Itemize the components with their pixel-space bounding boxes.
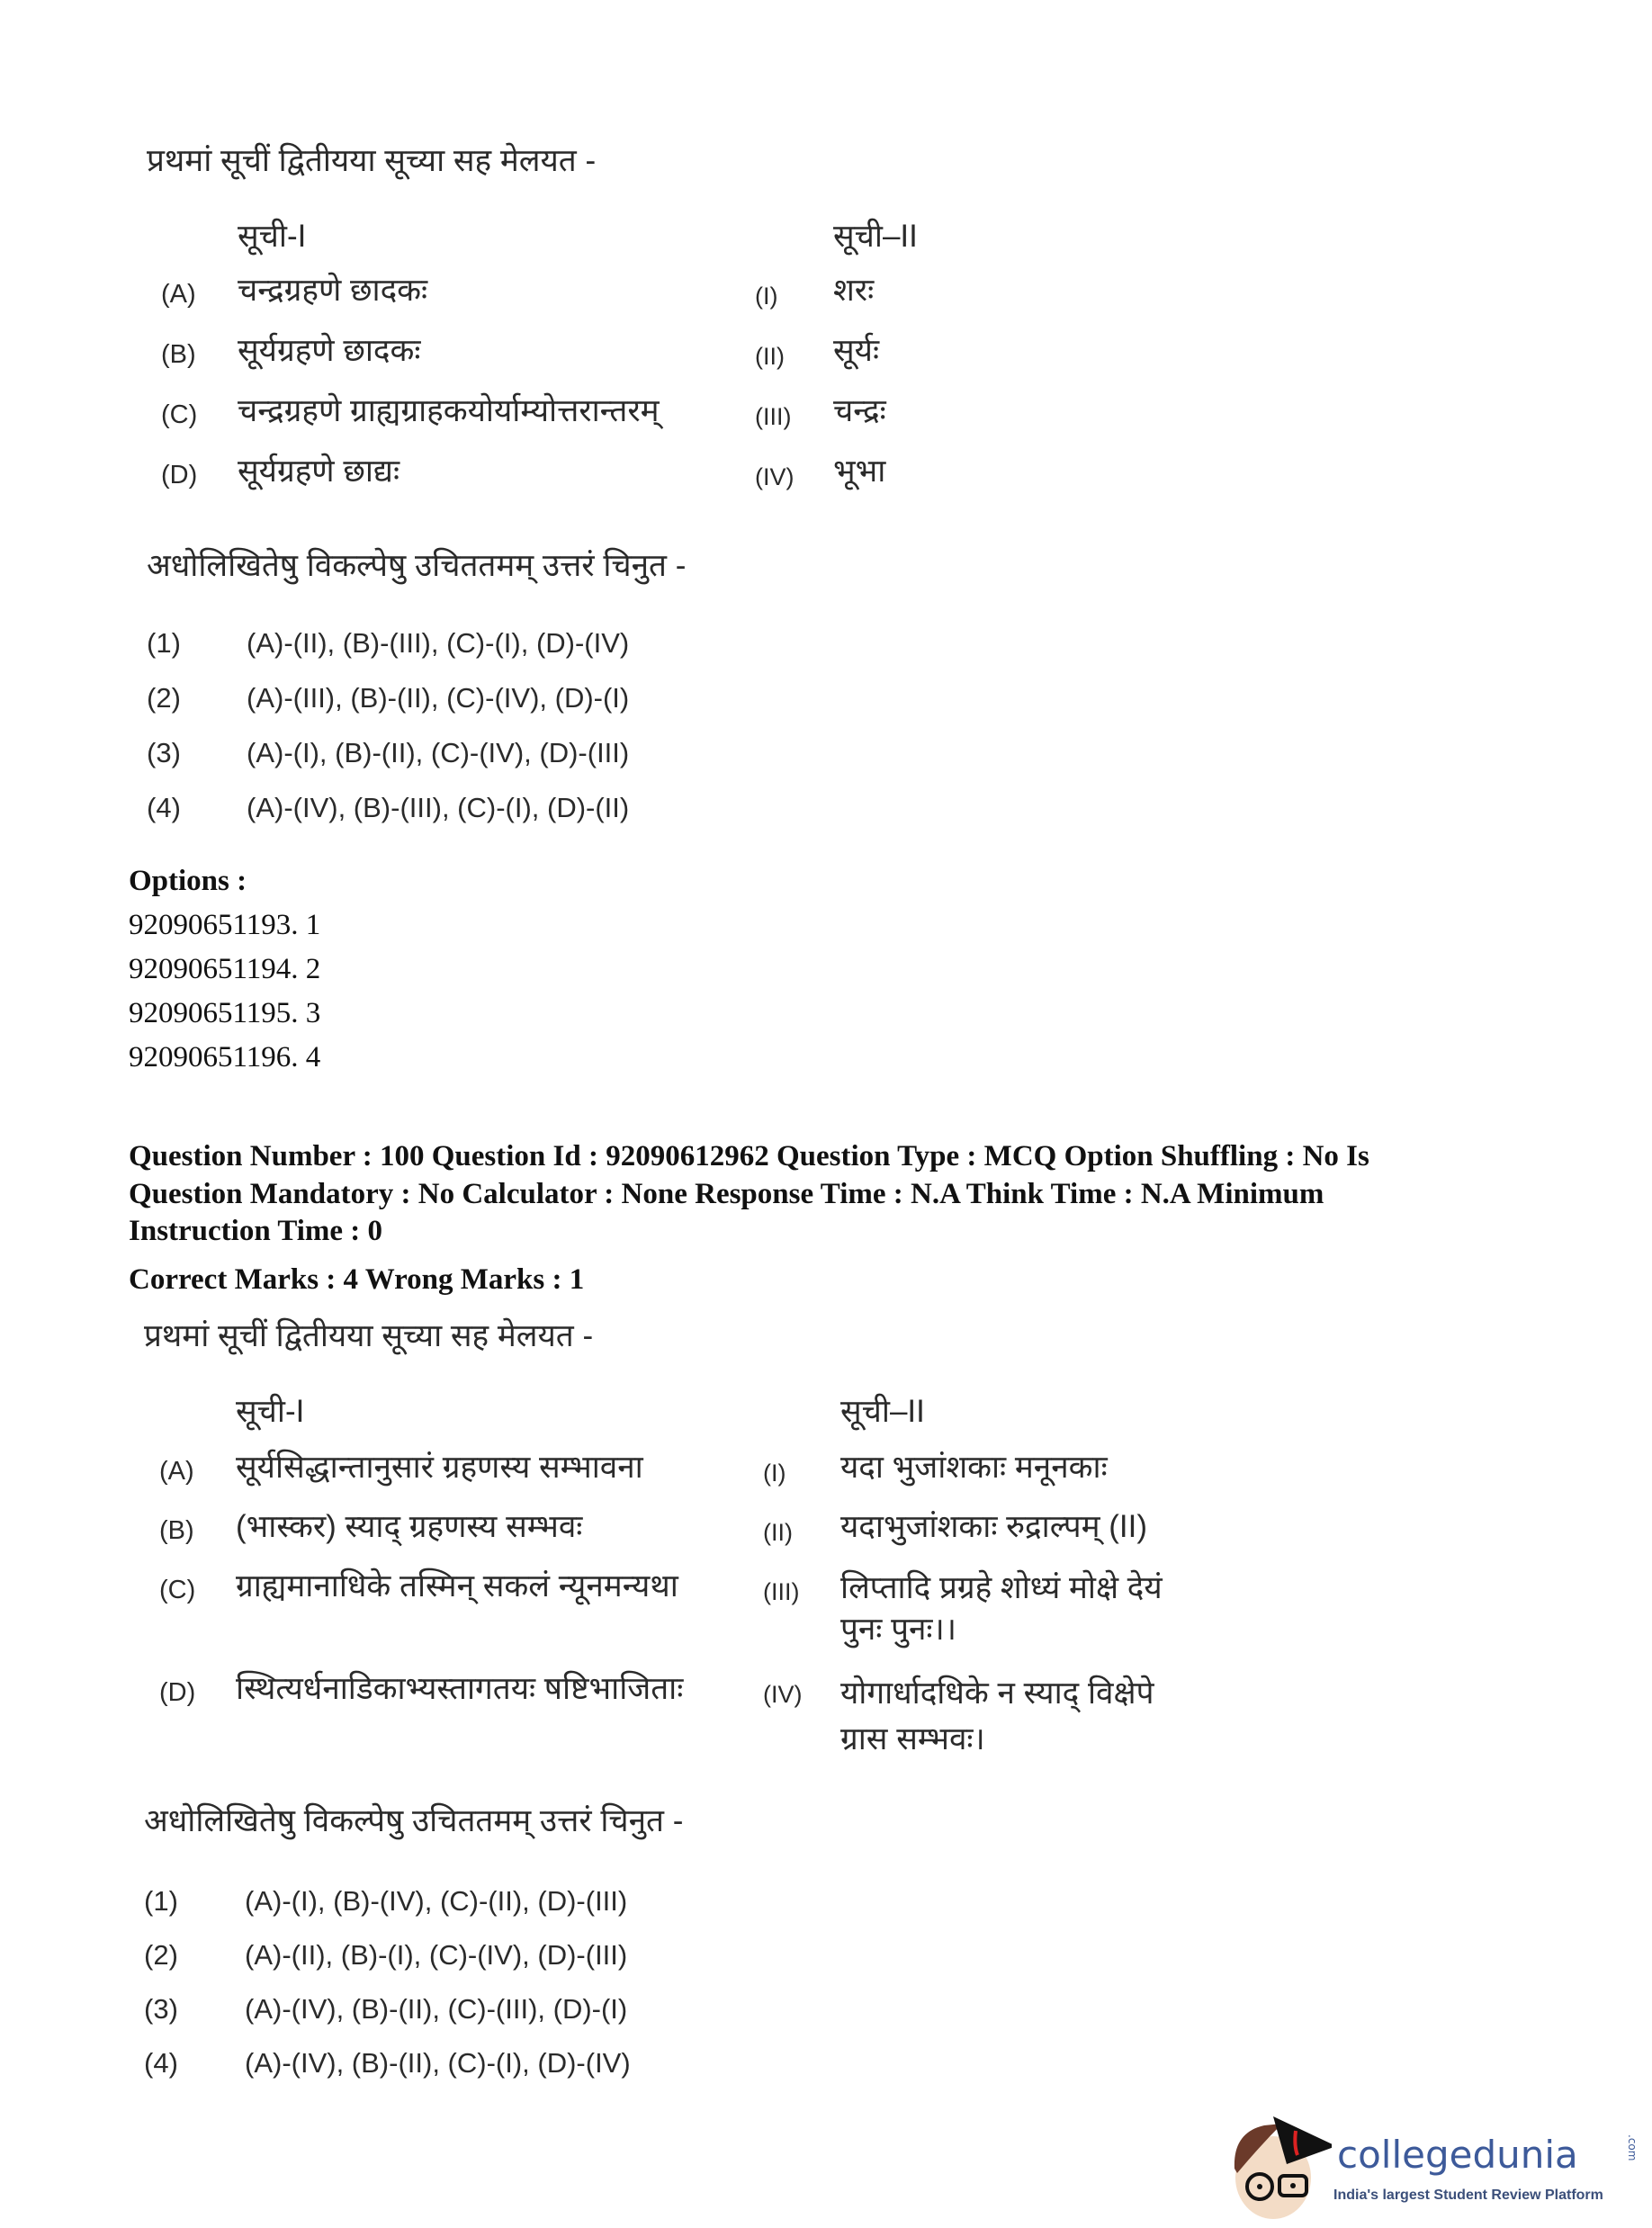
q1-list1-label: (C) [161, 400, 198, 429]
q2-list2-item-cont: पुनः पुनः।। [840, 1611, 957, 1647]
q1-list1-item: चन्द्रग्रहणे ग्राह्यग्राहकयोर्याम्योत्तरान्तरम् [238, 393, 660, 428]
q1-choice-text: (A)-(II), (B)-(III), (C)-(I), (D)-(IV) [247, 627, 630, 659]
q2-list2-item: योगार्धादधिके न स्याद् विक्षेपे [840, 1675, 1154, 1711]
q1-list2-label: (IV) [755, 463, 795, 490]
q1-list2-label: (III) [755, 403, 792, 430]
q2-choices [144, 1882, 1652, 2098]
q2-list2-cell [840, 1568, 1524, 1665]
q2-list2-label: (IV) [763, 1680, 803, 1708]
q1-list2-item: भूभा [833, 454, 886, 489]
option-item: 92090651194. 2 [129, 953, 321, 985]
q2-list2-cell [840, 1670, 1524, 1762]
q1-list2-label: (I) [755, 283, 778, 310]
q1-choice-num: (1) [147, 627, 181, 659]
logo-brand: collegedunia [1337, 2133, 1578, 2177]
q2-list1-item: ग्राह्यमानाधिके तस्मिन् सकलं न्यूनमन्यथा [236, 1568, 678, 1604]
q2-list1-label: (A) [159, 1456, 194, 1486]
q1-choice-text: (A)-(III), (B)-(II), (C)-(IV), (D)-(I) [247, 682, 630, 714]
q2-list2-item: यदा भुजांशकाः मनूनकाः [840, 1449, 1108, 1485]
q1-list2-label: (II) [755, 343, 785, 370]
q1-list1-label: (A) [161, 280, 196, 309]
q1-list2-item: शरः [833, 273, 875, 308]
logo-tagline: India's largest Student Review Platform [1333, 2188, 1603, 2203]
logo-suffix: .com [1626, 2134, 1639, 2161]
q1-list2-item: सूर्यः [833, 333, 880, 368]
q2-list1-item: सूर्यसिद्धान्तानुसारं ग्रहणस्य सम्भावना [236, 1449, 643, 1485]
q2-list2-title: सूची–II [840, 1393, 925, 1429]
q2-list2-item-cont: ग्रास सम्भवः। [840, 1720, 985, 1756]
q1-list1-item: चन्द्रग्रहणे छादकः [238, 273, 428, 308]
q1-list1-title: सूची-I [238, 219, 307, 254]
q2-list2-item: लिप्तादि प्रग्रहे शोध्यं मोक्षे देयं [840, 1569, 1163, 1605]
options-label: Options : [129, 865, 247, 897]
q2-list1-item: (भास्कर) स्याद् ग्रहणस्य सम्भवः [236, 1508, 583, 1544]
q2-list1-label: (D) [159, 1677, 196, 1707]
question-meta-line: Question Mandatory : No Calculator : None Response Time : N.A Think Time : N.A Minimum [129, 1177, 1324, 1210]
q1-choices [147, 624, 1652, 844]
q1-match-table [161, 218, 1652, 513]
q1-list1-item: सूर्यग्रहणे छाद्यः [238, 454, 400, 489]
q2-list2-label: (III) [763, 1577, 800, 1605]
q2-choice-num: (2) [144, 1938, 178, 1971]
q1-prompt: अधोलिखितेषु विकल्पेषु उचिततमम् उत्तरं चिनुत - [147, 548, 687, 583]
q2-match-table [159, 1393, 1652, 1762]
q1-list1-item: सूर्यग्रहणे छादकः [238, 333, 421, 368]
q1-list1-label: (D) [161, 461, 198, 490]
options-list [129, 859, 1652, 1080]
q2-list1-label: (C) [159, 1575, 196, 1604]
option-item: 92090651193. 1 [129, 909, 321, 941]
q2-choice-num: (3) [144, 1992, 178, 2025]
q2-list2-label: (I) [763, 1459, 786, 1487]
q1-list1-label: (B) [161, 340, 196, 369]
question-meta-line: Question Number : 100 Question Id : 92090612962 Question Type : MCQ Option Shuffling : No Is [129, 1140, 1369, 1172]
q2-heading: प्रथमां सूचीं द्वितीयया सूच्या सह मेलयत - [144, 1317, 594, 1353]
q1-choice-num: (4) [147, 792, 181, 823]
q1-choice-num: (2) [147, 682, 181, 714]
q1-choice-text: (A)-(IV), (B)-(III), (C)-(I), (D)-(II) [247, 792, 630, 823]
q1-choice-text: (A)-(I), (B)-(II), (C)-(IV), (D)-(III) [247, 737, 630, 768]
q2-choice-text: (A)-(I), (B)-(IV), (C)-(II), (D)-(III) [245, 1884, 628, 1917]
q2-choice-num: (1) [144, 1884, 178, 1917]
q2-list2-item: यदाभुजांशकाः रुद्राल्पम् (II) [840, 1508, 1148, 1544]
mascot-icon [1224, 2106, 1332, 2223]
q2-list1-title: सूची-I [236, 1393, 305, 1429]
q2-prompt: अधोलिखितेषु विकल्पेषु उचिततमम् उत्तरं चिनुत - [144, 1802, 684, 1838]
question-marks: Correct Marks : 4 Wrong Marks : 1 [129, 1262, 585, 1296]
q2-choice-text: (A)-(IV), (B)-(II), (C)-(III), (D)-(I) [245, 1992, 628, 2025]
q2-list1-item: स्थित्यर्धनाडिकाभ्यस्तागतयः षष्टिभाजिताः [236, 1670, 684, 1706]
option-item: 92090651195. 3 [129, 997, 321, 1029]
question-meta [129, 1138, 1652, 1251]
q1-choice-num: (3) [147, 737, 181, 768]
q2-choice-text: (A)-(IV), (B)-(II), (C)-(I), (D)-(IV) [245, 2046, 631, 2079]
option-item: 92090651196. 4 [129, 1041, 321, 1074]
q2-list1-label: (B) [159, 1515, 194, 1545]
q2-choice-num: (4) [144, 2046, 178, 2079]
q2-choice-text: (A)-(II), (B)-(I), (C)-(IV), (D)-(III) [245, 1938, 628, 1971]
q1-list2-item: चन्द्रः [833, 393, 886, 428]
q1-list2-title: सूची–II [833, 219, 918, 254]
q2-list2-label: (II) [763, 1518, 793, 1546]
question-meta-line: Instruction Time : 0 [129, 1215, 383, 1247]
q1-heading: प्रथमां सूचीं द्वितीयया सूच्या सह मेलयत - [147, 143, 597, 178]
